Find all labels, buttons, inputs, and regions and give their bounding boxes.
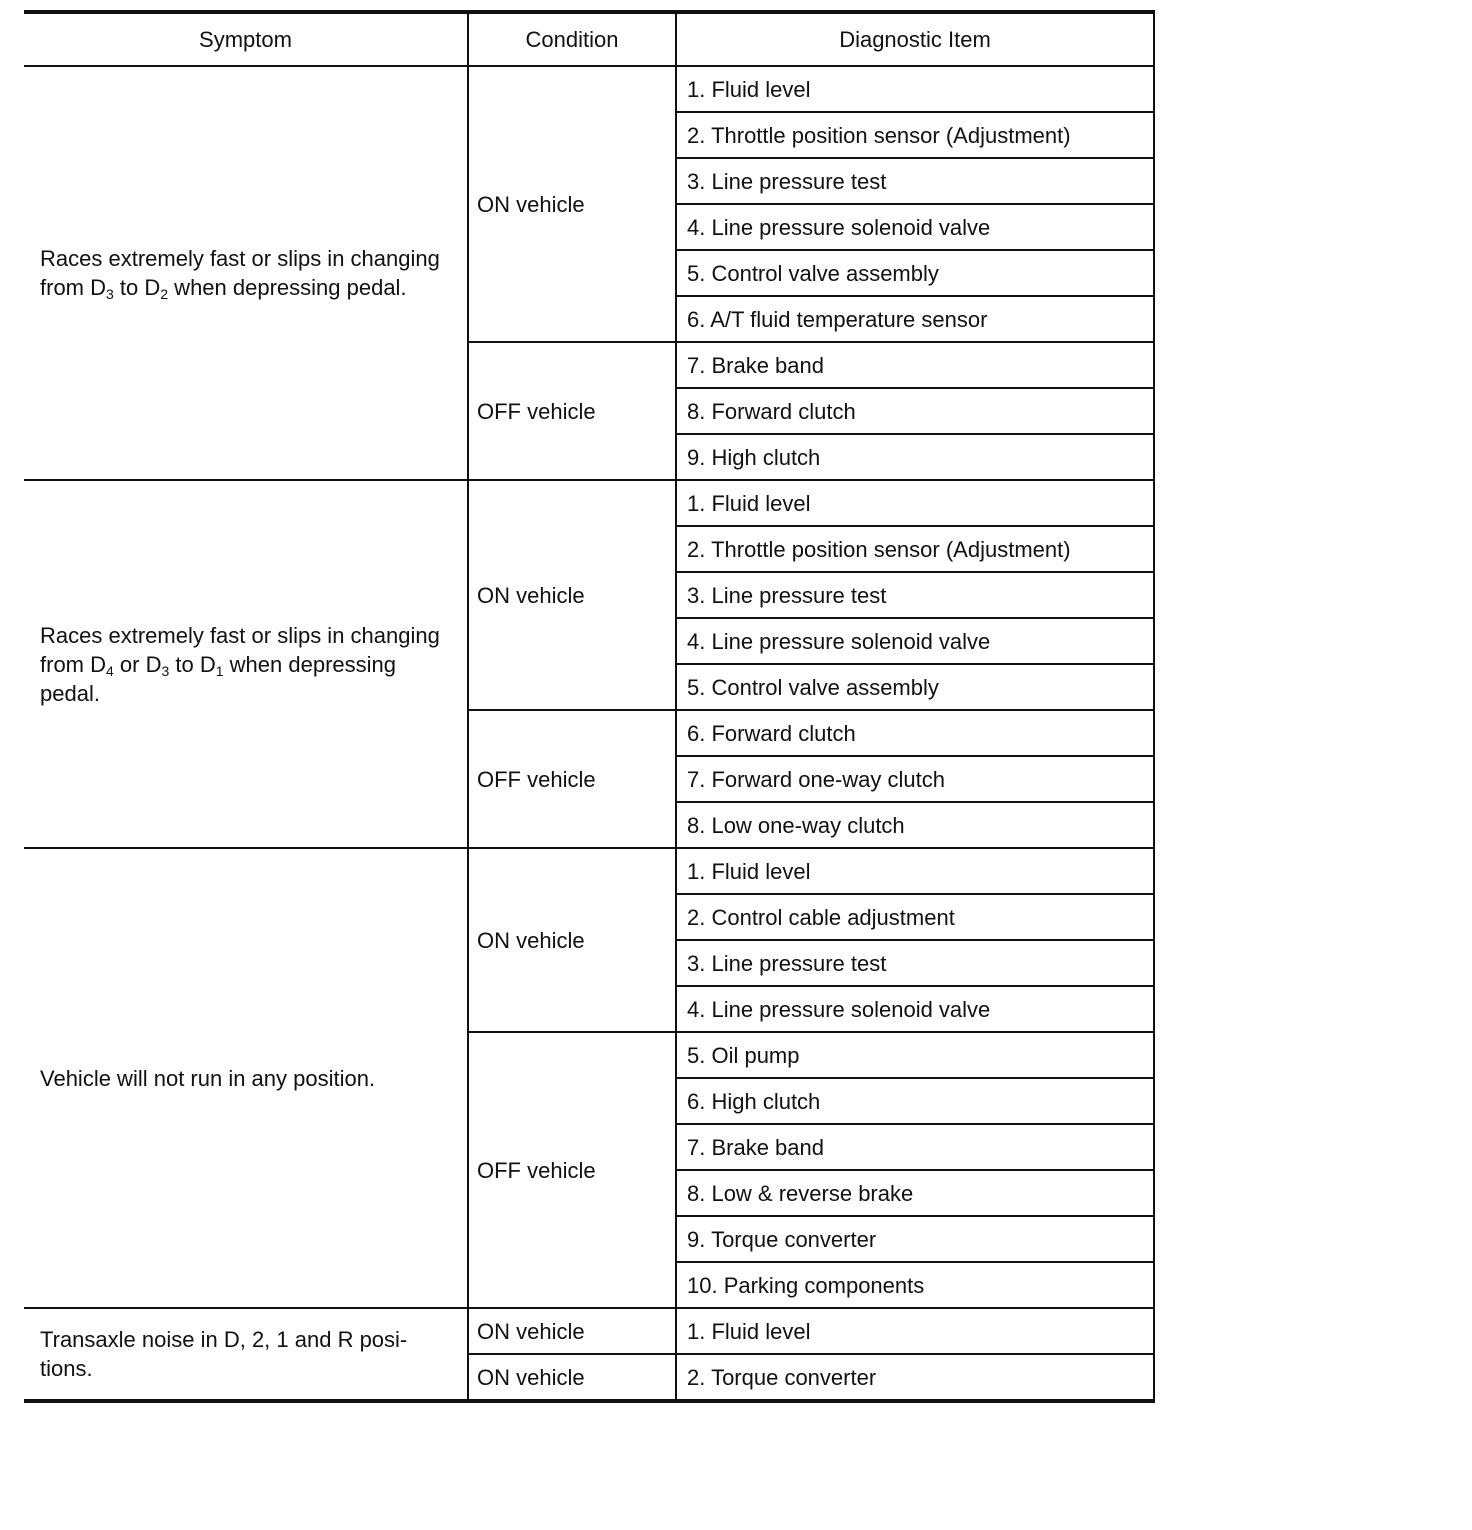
diagnostic-item: 10. Parking components <box>676 1262 1154 1308</box>
diagnostic-item: 7. Forward one-way clutch <box>676 756 1154 802</box>
header-row <box>24 12 1154 66</box>
diagnostic-item: 9. Torque converter <box>676 1216 1154 1262</box>
diagnostic-item: 2. Control cable adjustment <box>676 894 1154 940</box>
diagnostic-item: 4. Line pressure solenoid valve <box>676 986 1154 1032</box>
diagnostic-item: 5. Oil pump <box>676 1032 1154 1078</box>
diagnostic-item: 2. Throttle position sensor (Adjustment) <box>676 112 1154 158</box>
symptom-cell: Vehicle will not run in any position. <box>24 848 468 1308</box>
symptom-cell: Races extremely fast or slips in changing from $D_3$ to $D_2$ when depressing pedal. <box>24 66 468 480</box>
diagnostic-item: 7. Brake band <box>676 1124 1154 1170</box>
diagnostic-item: 1. Fluid level <box>676 480 1154 526</box>
condition-header: Condition <box>468 12 676 66</box>
table-row <box>24 480 1154 526</box>
diagnostic-item: 1. Fluid level <box>676 848 1154 894</box>
diagnostic-item: 6. High clutch <box>676 1078 1154 1124</box>
diagnostic-item: 5. Control valve assembly <box>676 664 1154 710</box>
condition-cell: ON vehicle <box>468 480 676 710</box>
diagnostic-item: 7. Brake band <box>676 342 1154 388</box>
diagnostic-item: 2. Throttle position sensor (Adjustment) <box>676 526 1154 572</box>
symptom-cell: Races extremely fast or slips in changing from $D_4$ or $D_3$ to $D_1$ when depressing pedal. <box>24 480 468 848</box>
diagnostic-item-header: Diagnostic Item <box>676 12 1154 66</box>
diagnostic-item: 2. Torque converter <box>676 1354 1154 1401</box>
diagnostic-item: 8. Forward clutch <box>676 388 1154 434</box>
diagnostic-item: 1. Fluid level <box>676 1308 1154 1354</box>
diagnostic-item: 1. Fluid level <box>676 66 1154 112</box>
diagnostic-item: 8. Low & reverse brake <box>676 1170 1154 1216</box>
condition-cell: ON vehicle <box>468 66 676 342</box>
table-row <box>24 66 1154 112</box>
diagnostic-item: 9. High clutch <box>676 434 1154 480</box>
symptom-header: Symptom <box>24 12 468 66</box>
diagnostic-item: 4. Line pressure solenoid valve <box>676 618 1154 664</box>
diagnostic-item: 6. Forward clutch <box>676 710 1154 756</box>
diagnostic-item: 3. Line pressure test <box>676 940 1154 986</box>
condition-cell: ON vehicle <box>468 848 676 1032</box>
diagnostic-item: 5. Control valve assembly <box>676 250 1154 296</box>
diagnostic-table <box>24 10 1155 1403</box>
table-row <box>24 848 1154 894</box>
condition-cell: OFF vehicle <box>468 710 676 848</box>
table-row <box>24 1308 1154 1354</box>
diagnostic-item: 3. Line pressure test <box>676 572 1154 618</box>
condition-cell: OFF vehicle <box>468 342 676 480</box>
diagnostic-item: 3. Line pressure test <box>676 158 1154 204</box>
diagnostic-item: 6. A/T fluid temperature sensor <box>676 296 1154 342</box>
condition-cell: ON vehicle <box>468 1354 676 1401</box>
diagnostic-item: 8. Low one-way clutch <box>676 802 1154 848</box>
condition-cell: ON vehicle <box>468 1308 676 1354</box>
symptom-cell: Transaxle noise in D, 2, 1 and R posi-tions. <box>24 1308 468 1401</box>
condition-cell: OFF vehicle <box>468 1032 676 1308</box>
diagnostic-item: 4. Line pressure solenoid valve <box>676 204 1154 250</box>
